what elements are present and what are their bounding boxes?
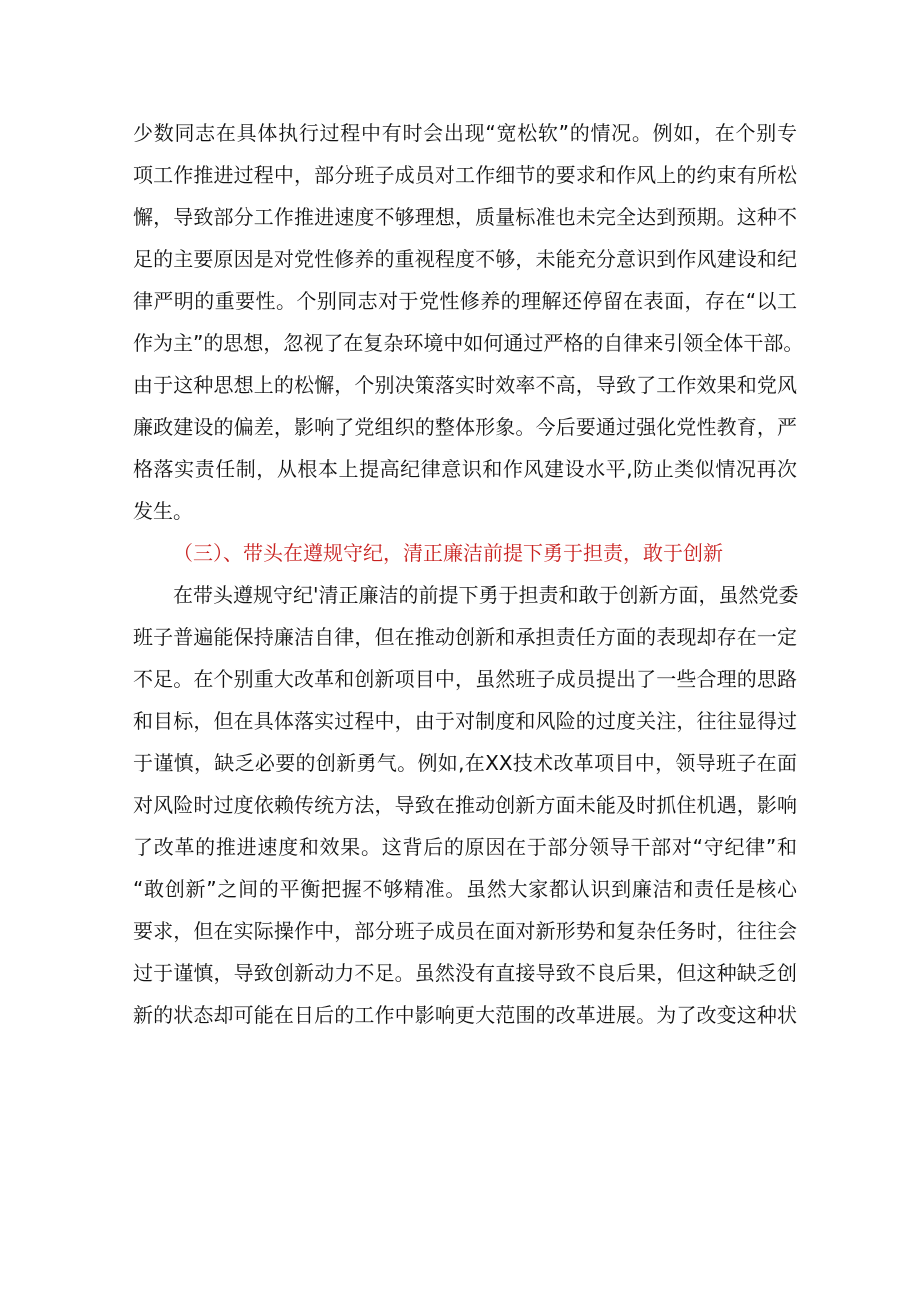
paragraph-line: 了改革的推进速度和效果。这背后的原因在于部分领导干部对“守纪律”和 [133,835,797,859]
paragraph-top [133,112,804,532]
section-heading: （三）、带头在遵规守纪，清正廉洁前提下勇于担责，敢于创新 [173,541,723,565]
paragraph-line: 少数同志在具体执行过程中有时会出现“宽松软”的情况。例如，在个别专 [133,121,797,145]
paragraph-line: 作为主”的思想，忽视了在复杂环境中如何通过严格的自律来引领全体干部。 [133,331,804,355]
paragraph-line: 格落实责任制，从根本上提高纪律意识和作风建设水平,防止类似情况再次 [133,457,797,481]
paragraph-line: 发生。 [133,499,193,523]
paragraph-line: 懈，导致部分工作推进速度不够理想，质量标准也未完全达到预期。这种不 [133,205,797,229]
paragraph-line: 要求，但在实际操作中，部分班子成员在面对新形势和复杂任务时，往往会 [133,919,797,943]
paragraph-line: 不足。在个别重大改革和创新项目中，虽然班子成员提出了一些合理的思路 [133,667,797,691]
paragraph-line: 过于谨慎，导致创新动力不足。虽然没有直接导致不良后果，但这种缺乏创 [133,961,797,985]
paragraph-line: 于谨慎，缺乏必要的创新勇气。例如,在XX技术改革项目中，领导班子在面 [133,751,797,775]
paragraph-line: 和目标，但在具体落实过程中，由于对制度和风险的过度关注，往往显得过 [133,709,797,733]
paragraph-line: 对风险时过度依赖传统方法，导致在推动创新方面未能及时抓住机遇，影响 [133,793,797,817]
paragraph-line: 律严明的重要性。个别同志对于党性修养的理解还停留在表面，存在“以工 [133,289,797,313]
paragraph-line: 廉政建设的偏差，影响了党组织的整体形象。今后要通过强化党性教育，严 [133,415,797,439]
paragraph-line: “敢创新”之间的平衡把握不够精准。虽然大家都认识到廉洁和责任是核心 [133,877,797,901]
document-body [133,112,804,1036]
paragraph-line: 足的主要原因是对党性修养的重视程度不够，未能充分意识到作风建设和纪 [133,247,797,271]
paragraph-line: 项工作推进过程中，部分班子成员对工作细节的要求和作风上的约束有所松 [133,163,797,187]
paragraph-bottom [133,574,797,1036]
paragraph-line: 新的状态却可能在日后的工作中影响更大范围的改革进展。为了改变这种状 [133,1003,797,1027]
paragraph-line: 在带头遵规守纪'清正廉洁的前提下勇于担责和敢于创新方面，虽然党委 [173,583,799,607]
paragraph-line: 由于这种思想上的松懈，个别决策落实时效率不高，导致了工作效果和党风 [133,373,797,397]
paragraph-line: 班子普遍能保持廉洁自律，但在推动创新和承担责任方面的表现却存在一定 [133,625,797,649]
